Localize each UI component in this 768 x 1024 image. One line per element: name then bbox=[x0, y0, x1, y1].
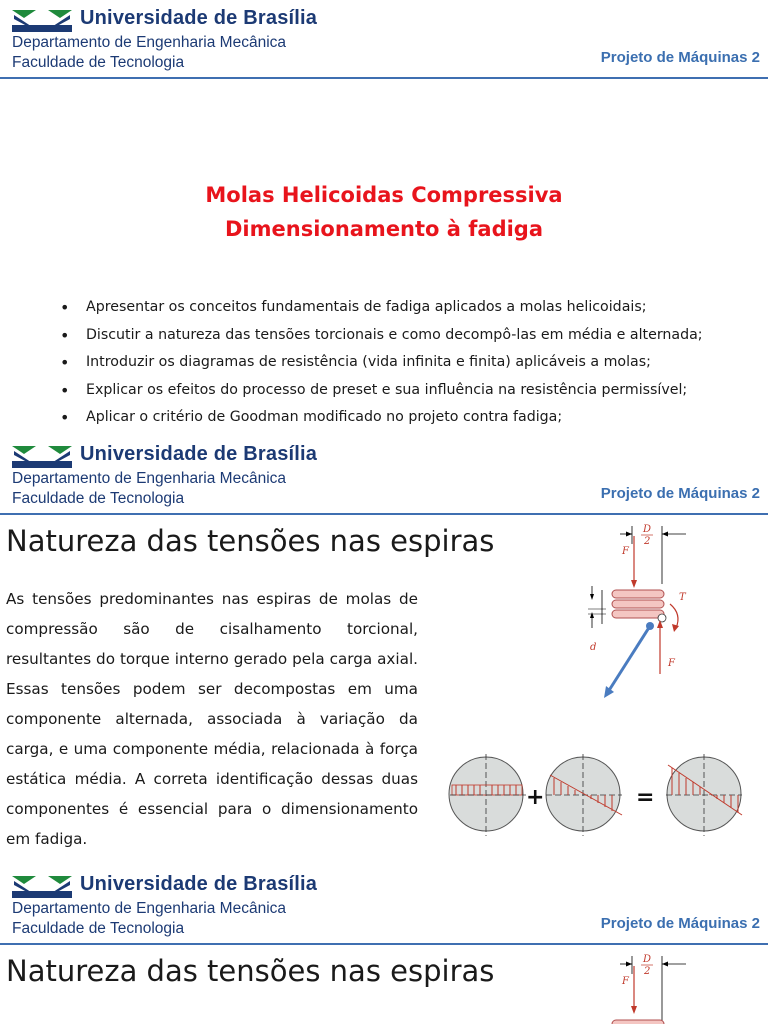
unb-logo-icon bbox=[12, 446, 72, 468]
equals-operator: = bbox=[636, 785, 655, 810]
body-paragraph: As tensões predominantes nas espiras de molas de compressão são de cisalhamento torcional, resultantes do torque interno gerado pela carga axial. Essas tensões podem ser decompostas em uma componente alternada, associada à variação da carga, e uma componente média, relacionada à força estática média. A correta identificação dessas duas componentes é essencial para o dimensionamento em fadiga. bbox=[6, 590, 418, 848]
list-item: • Introduzir os diagramas de resistência (vida infinita e finita) aplicáveis a molas; bbox=[60, 349, 765, 377]
slide-header bbox=[0, 866, 768, 946]
label-half: 2 bbox=[644, 536, 651, 547]
label-D: D bbox=[643, 954, 652, 965]
label-D: D bbox=[643, 524, 652, 535]
slide-title-line-2: Dimensionamento à fadiga bbox=[224, 217, 544, 241]
label-F-top: F bbox=[622, 976, 629, 987]
course-name: Projeto de Máquinas 2 bbox=[600, 49, 760, 66]
slide-title: Natureza das tensões nas espiras bbox=[6, 524, 495, 558]
faculty-name: Faculdade de Tecnologia bbox=[12, 920, 185, 937]
department-name: Departamento de Engenharia Mecânica bbox=[12, 900, 287, 917]
course-name: Projeto de Máquinas 2 bbox=[600, 485, 760, 502]
objectives-list bbox=[60, 294, 765, 430]
unb-logo-icon bbox=[12, 876, 72, 898]
course-name: Projeto de Máquinas 2 bbox=[600, 915, 760, 932]
list-item: • Discutir a natureza das tensões torcionais e como decompô-las em média e alternada; bbox=[60, 322, 765, 350]
faculty-name: Faculdade de Tecnologia bbox=[12, 490, 185, 507]
slide-2 bbox=[0, 436, 768, 860]
label-F-bottom: F bbox=[668, 658, 675, 669]
label-half: 2 bbox=[644, 966, 651, 977]
department-name: Departamento de Engenharia Mecânica bbox=[12, 470, 287, 487]
label-d: d bbox=[590, 642, 597, 653]
plus-operator: + bbox=[526, 785, 545, 810]
slide-header bbox=[0, 0, 768, 80]
list-item: • Apresentar os conceitos fundamentais de fadiga aplicados a molas helicoidais; bbox=[60, 294, 765, 322]
header-divider bbox=[0, 77, 768, 79]
slide-1 bbox=[0, 0, 768, 430]
department-name: Departamento de Engenharia Mecânica bbox=[12, 34, 287, 51]
university-name: Universidade de Brasília bbox=[80, 7, 318, 29]
slide-header bbox=[0, 436, 768, 516]
university-name: Universidade de Brasília bbox=[80, 443, 318, 465]
slide-title-line-1: Molas Helicoidas Compressiva bbox=[205, 183, 563, 207]
slide-title: Natureza das tensões nas espiras bbox=[6, 954, 495, 988]
faculty-name: Faculdade de Tecnologia bbox=[12, 54, 185, 71]
slide-3 bbox=[0, 866, 768, 1024]
label-T: T bbox=[679, 592, 686, 603]
spring-coil-diagram-icon bbox=[582, 524, 692, 700]
unb-logo-icon bbox=[12, 10, 72, 32]
university-name: Universidade de Brasília bbox=[80, 873, 318, 895]
stress-distribution-diagram-icon bbox=[446, 752, 756, 842]
list-item: • Explicar os efeitos do processo de preset e sua influência na resistência permissível; bbox=[60, 377, 765, 405]
list-item: • Aplicar o critério de Goodman modificado no projeto contra fadiga; bbox=[60, 404, 765, 430]
spring-coil-diagram-icon bbox=[582, 954, 692, 1024]
label-F-top: F bbox=[622, 546, 629, 557]
header-divider bbox=[0, 513, 768, 515]
header-divider bbox=[0, 943, 768, 945]
